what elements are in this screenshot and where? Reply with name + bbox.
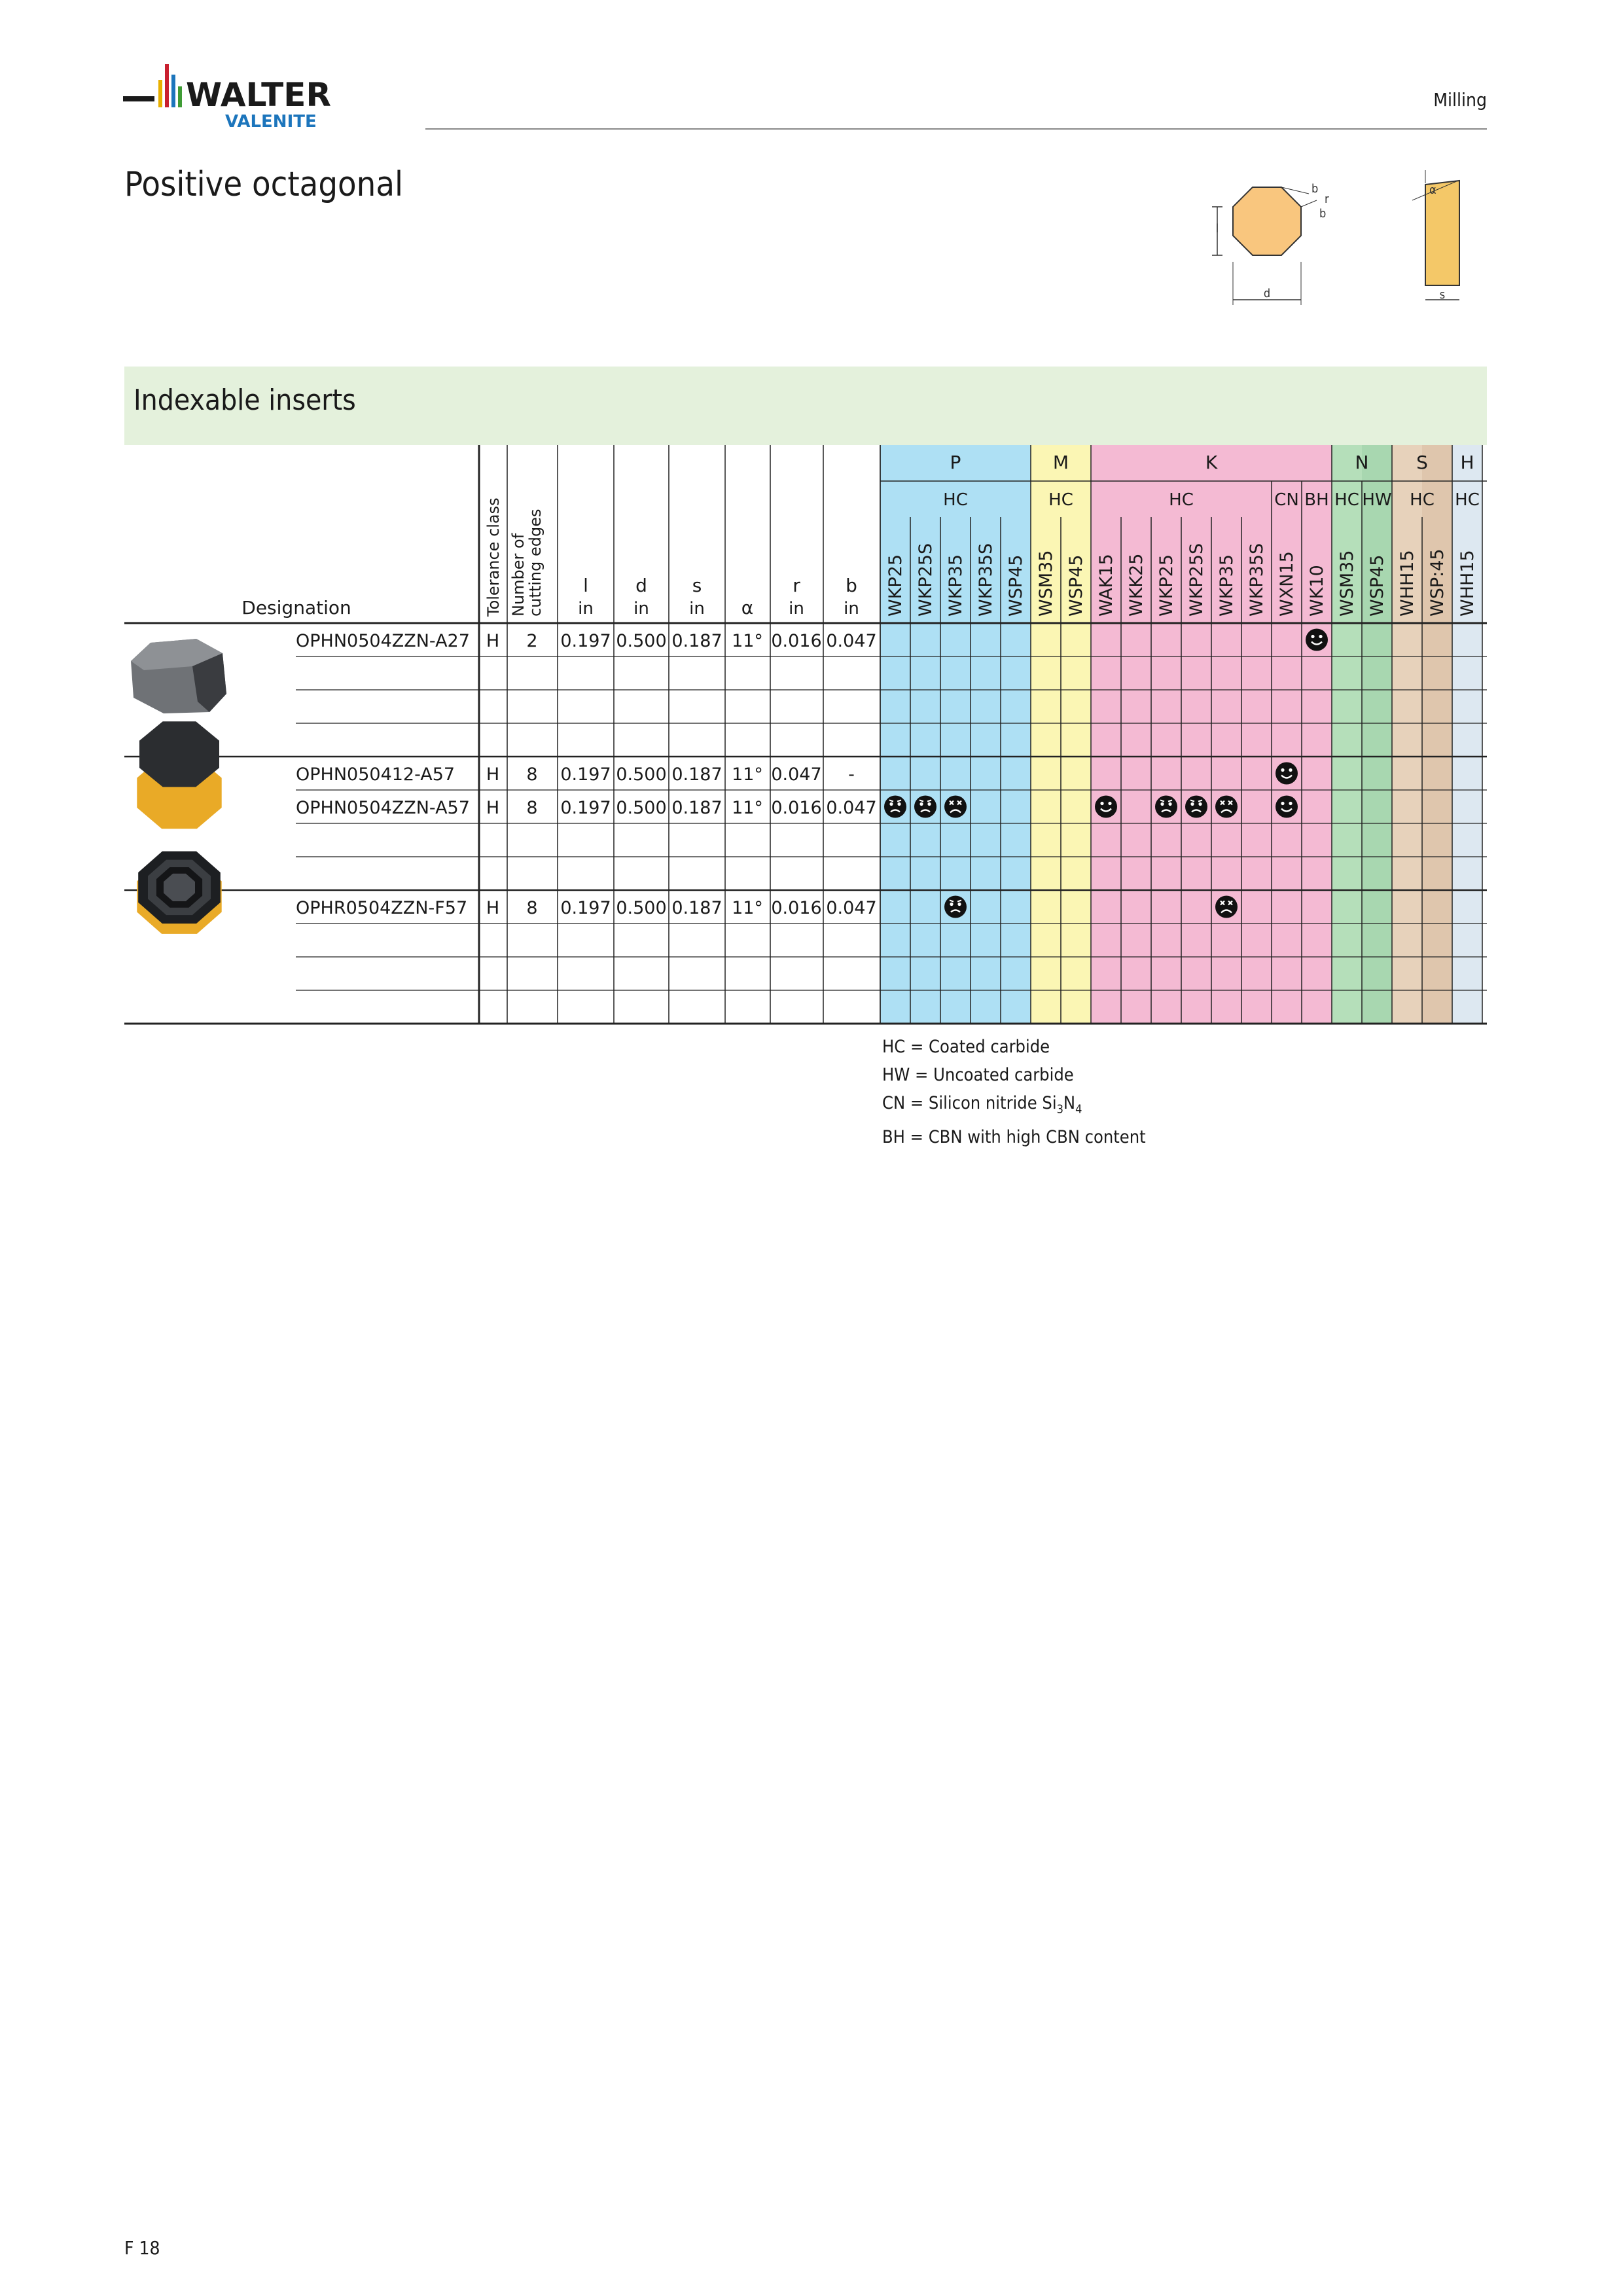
logo-bar-yellow: [158, 80, 162, 107]
rating-good-icon: [1095, 796, 1117, 818]
col-header-d: d: [635, 575, 647, 596]
grade-type-label: HW: [1362, 490, 1392, 510]
row-cell: 0.016: [771, 798, 822, 818]
row-cell: 11°: [732, 764, 763, 785]
rating-medium-icon: [914, 796, 936, 818]
walter-valenite-logo: [123, 60, 404, 132]
material-group-m: M: [1052, 452, 1069, 473]
row-cell: 8: [526, 798, 538, 818]
rating-good-icon: [1306, 629, 1328, 651]
grade-name: WKP35: [946, 554, 966, 617]
col-header-s: s: [692, 575, 702, 596]
material-group-n: N: [1355, 452, 1369, 473]
diagram-label-b1: b: [1311, 182, 1319, 196]
legend: [882, 1033, 1146, 1151]
rating-poor-icon: [1215, 796, 1238, 818]
section-band-title: Indexable inserts: [134, 384, 356, 417]
grade-name: WSM35: [1036, 550, 1056, 617]
grade-col-bg-s2: [1422, 445, 1452, 1024]
grade-type-label: HC: [943, 490, 968, 510]
grade-name: WKP25: [1156, 554, 1177, 617]
legend-bh: BH = CBN with high CBN content: [882, 1127, 1146, 1148]
logo-bar-blue: [171, 75, 175, 107]
insert-geometry-diagram: [1204, 157, 1492, 314]
row-cell: 0.016: [771, 631, 822, 651]
col-header-r: r: [793, 575, 800, 596]
material-group-h: H: [1460, 452, 1474, 473]
grade-name: WSP45: [1066, 554, 1086, 617]
grade-name: WHH15: [1457, 550, 1478, 617]
col-header-d-unit: in: [633, 599, 649, 619]
row-designation: OPHN0504ZZN-A57: [296, 798, 470, 818]
grade-col-bg-n2: [1362, 445, 1392, 1024]
row-cell: 0.187: [671, 631, 722, 651]
col-header-designation: Designation: [241, 597, 351, 619]
row-cell: 0.197: [560, 764, 611, 785]
row-cell: 0.500: [616, 798, 667, 818]
row-cell: H: [486, 798, 500, 818]
logo-bar-black-left: [123, 96, 154, 101]
row-cell: 0.197: [560, 798, 611, 818]
octagon-shape: [1233, 187, 1301, 255]
col-header-s-unit: in: [689, 599, 705, 619]
col-header-edges: Number of: [509, 533, 527, 617]
row-cell: 0.047: [826, 898, 877, 918]
row-cell: 11°: [732, 798, 763, 818]
col-header-l: l: [583, 575, 588, 596]
row-cell: 0.047: [826, 631, 877, 651]
grade-type-label: HC: [1048, 490, 1073, 510]
grade-name: WKP35S: [1247, 543, 1267, 617]
header-divider: [425, 128, 1487, 130]
row-cell: H: [486, 631, 500, 651]
grade-name: WSM35: [1337, 550, 1357, 617]
row-cell: 0.500: [616, 898, 667, 918]
legend-cn: CN = Silicon nitride $Si_3N_4$: [882, 1093, 1082, 1117]
insert-image-ophn-a57: [137, 721, 221, 829]
grade-type-label: BH: [1304, 490, 1329, 510]
row-cell: 8: [526, 898, 538, 918]
col-header-l-unit: in: [578, 599, 594, 619]
rating-poor-icon: [944, 796, 967, 818]
rating-medium-icon: [1155, 796, 1177, 818]
grade-type-label: HC: [1410, 490, 1435, 510]
material-group-bg-p: [880, 445, 1031, 1024]
col-header-alpha: α: [741, 597, 754, 619]
material-group-bg-h: [1452, 445, 1482, 1024]
row-cell: H: [486, 898, 500, 918]
grade-name: WKP25S: [1186, 543, 1207, 617]
grade-type-label: HC: [1169, 490, 1194, 510]
rating-good-icon: [1275, 762, 1298, 785]
grade-name: WKK25: [1126, 553, 1147, 617]
grade-name: WSP45: [1006, 554, 1026, 617]
inserts-table: [124, 445, 1487, 1028]
grade-type-label: HC: [1334, 490, 1359, 510]
col-header-edges-2: cutting edges: [526, 509, 544, 617]
legend-hw: HW = Uncoated carbide: [882, 1065, 1074, 1085]
logo-wordmark: WALTER: [186, 76, 331, 114]
grade-name: WHH15: [1397, 550, 1418, 617]
insert-image-ophn-a27: [131, 639, 226, 713]
grade-name: WKP35S: [976, 543, 996, 617]
section-label: Milling: [1433, 89, 1487, 111]
row-cell: 8: [526, 764, 538, 785]
rating-medium-icon: [944, 896, 967, 918]
grade-type-label: HC: [1455, 490, 1480, 510]
rating-medium-icon: [884, 796, 906, 818]
page-title: Positive octagonal: [124, 165, 403, 204]
grade-name: WKP25: [885, 554, 906, 617]
row-designation: OPHN0504ZZN-A27: [296, 631, 470, 651]
row-cell: 0.187: [671, 898, 722, 918]
row-cell: H: [486, 764, 500, 785]
row-cell: 0.500: [616, 631, 667, 651]
col-header-tolerance: Tolerance class: [484, 497, 503, 617]
grade-type-label: CN: [1274, 490, 1299, 510]
logo-bar-red: [165, 64, 169, 107]
material-group-p: P: [950, 452, 961, 473]
row-designation: OPHN050412-A57: [296, 764, 455, 785]
insert-image-ophr-f57: [137, 852, 221, 934]
material-group-k: K: [1205, 452, 1218, 473]
rating-poor-icon: [1215, 896, 1238, 918]
row-cell: 2: [526, 631, 538, 651]
logo-bar-green: [178, 86, 182, 107]
row-cell: 0.047: [826, 798, 877, 818]
grade-name: WSP:45: [1427, 548, 1448, 617]
grade-name: WAK15: [1096, 554, 1116, 617]
diagram-label-b2: b: [1319, 207, 1327, 221]
diagram-label-d: d: [1263, 287, 1271, 300]
grade-name: WK10: [1307, 565, 1327, 617]
page-number: F 18: [124, 2237, 160, 2259]
row-cell: 0.500: [616, 764, 667, 785]
grade-name: WXN15: [1277, 551, 1297, 617]
grade-name: WKP35: [1217, 554, 1237, 617]
diagram-label-s: s: [1439, 288, 1446, 302]
legend-hc: HC = Coated carbide: [882, 1037, 1050, 1057]
row-cell: 0.187: [671, 764, 722, 785]
row-cell: 11°: [732, 631, 763, 651]
diagram-label-l: l: [1215, 222, 1219, 236]
material-group-s: S: [1416, 452, 1428, 473]
row-cell: 0.016: [771, 898, 822, 918]
row-cell: 11°: [732, 898, 763, 918]
row-cell: 0.197: [560, 898, 611, 918]
grade-name: WKP25S: [916, 543, 936, 617]
logo-submark: VALENITE: [225, 112, 317, 132]
row-cell: 0.187: [671, 798, 722, 818]
diagram-label-r: r: [1325, 192, 1329, 206]
diagram-label-alpha: α: [1429, 183, 1436, 197]
row-cell: 0.197: [560, 631, 611, 651]
rating-good-icon: [1275, 796, 1298, 818]
col-header-b: b: [846, 575, 857, 596]
col-header-b-unit: in: [844, 599, 859, 619]
grade-name: WSP45: [1367, 554, 1387, 617]
rating-medium-icon: [1185, 796, 1207, 818]
row-cell: 0.047: [771, 764, 822, 785]
col-header-r-unit: in: [789, 599, 804, 619]
row-designation: OPHR0504ZZN-F57: [296, 898, 468, 918]
row-cell: -: [848, 764, 855, 785]
